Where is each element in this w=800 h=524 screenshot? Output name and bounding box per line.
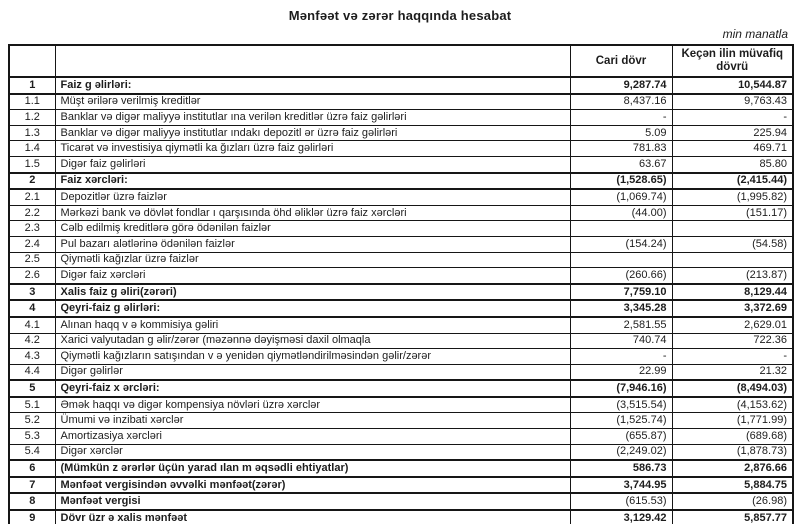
row-label: Depozitlər üzrə faizlər [55,189,570,205]
row-label: Banklar və digər maliyyə institutlar ına verilən kreditlər üzrə faiz gəlirləri [55,110,570,126]
row-label: Digər gəlirlər [55,364,570,380]
row-number: 4.1 [9,317,55,333]
row-previous-value: 722.36 [672,333,793,349]
row-previous-value: 5,884.75 [672,477,793,494]
row-label: Xalis faiz g əliri(zərəri) [55,284,570,301]
row-current-value: (2,249.02) [570,444,672,460]
header-row [9,45,793,77]
row-current-value: 3,744.95 [570,477,672,494]
row-current-value: (7,946.16) [570,380,672,397]
row-previous-value: (4,153.62) [672,397,793,413]
row-previous-value: - [672,349,793,365]
row-current-value: 3,345.28 [570,300,672,317]
row-previous-value: (8,494.03) [672,380,793,397]
row-previous-value: (151.17) [672,205,793,221]
row-label: (Mümkün z ərərlər üçün yarad ılan m əqsədli ehtiyatlar) [55,460,570,477]
row-number: 1.4 [9,141,55,157]
row-number: 2 [9,173,55,190]
profit-loss-table [8,44,794,524]
row-current-value: (154.24) [570,236,672,252]
table-row [9,236,793,252]
row-previous-value: 8,129.44 [672,284,793,301]
row-number: 6 [9,460,55,477]
unit-note: min manatla [722,27,788,41]
row-number: 3 [9,284,55,301]
row-previous-value: 2,876.66 [672,460,793,477]
row-current-value: 3,129.42 [570,510,672,524]
table-row [9,413,793,429]
row-previous-value: (2,415.44) [672,173,793,190]
row-number: 2.3 [9,221,55,237]
table-row [9,284,793,301]
row-current-value: 5.09 [570,125,672,141]
row-label: Mənfəət vergisi [55,493,570,510]
row-number: 2.1 [9,189,55,205]
row-label: Cəlb edilmiş kreditlərə görə ödənilən faizlər [55,221,570,237]
row-previous-value: (1,995.82) [672,189,793,205]
table-row [9,380,793,397]
row-previous-value: (1,878.73) [672,444,793,460]
row-previous-value: 10,544.87 [672,77,793,94]
row-previous-value: (689.68) [672,429,793,445]
row-current-value: 781.83 [570,141,672,157]
table-row [9,141,793,157]
row-label: Amortizasiya xərcləri [55,429,570,445]
row-label: Qeyri-faiz g əlirləri: [55,300,570,317]
row-label: Digər faiz xərcləri [55,268,570,284]
row-current-value: 8,437.16 [570,94,672,110]
row-previous-value [672,252,793,268]
row-current-value: (44.00) [570,205,672,221]
row-label: Mənfəət vergisindən əvvəlki mənfəət(zərər) [55,477,570,494]
row-number: 2.2 [9,205,55,221]
row-label: Ticarət və investisiya qiymətli ka ğızları üzrə faiz gəlirləri [55,141,570,157]
row-label: Qeyri-faiz x ərcləri: [55,380,570,397]
row-previous-value: 3,372.69 [672,300,793,317]
page-title: Mənfəət və zərər haqqında hesabat [288,8,512,23]
row-current-value: 9,287.74 [570,77,672,94]
row-label: Pul bazarı alətlərinə ödənilən faizlər [55,236,570,252]
row-current-value: 740.74 [570,333,672,349]
row-number: 5.2 [9,413,55,429]
row-number: 4 [9,300,55,317]
row-current-value: (260.66) [570,268,672,284]
row-label: Faiz xərcləri: [55,173,570,190]
row-previous-value: 21.32 [672,364,793,380]
table-row [9,77,793,94]
row-number: 1.5 [9,156,55,172]
row-number: 2.4 [9,236,55,252]
row-number: 8 [9,493,55,510]
row-number: 2.6 [9,268,55,284]
row-previous-value: (26.98) [672,493,793,510]
table-row [9,333,793,349]
row-current-value: 22.99 [570,364,672,380]
table-row [9,317,793,333]
table-row [9,125,793,141]
row-label: Qiymətli kağızlar üzrə faizlər [55,252,570,268]
row-number: 1.3 [9,125,55,141]
header-number-cell [9,45,55,77]
table-row [9,493,793,510]
row-previous-value: (1,771.99) [672,413,793,429]
table-row [9,349,793,365]
row-label: Digər xərclər [55,444,570,460]
table-row [9,444,793,460]
row-current-value: (615.53) [570,493,672,510]
row-number: 5.3 [9,429,55,445]
row-number: 9 [9,510,55,524]
table-row [9,268,793,284]
row-current-value: 2,581.55 [570,317,672,333]
row-previous-value: 469.71 [672,141,793,157]
table-row [9,300,793,317]
table-row [9,205,793,221]
row-previous-value: (213.87) [672,268,793,284]
header-previous-period: Keçən ilin müvafiq dövrü [672,45,793,77]
row-number: 2.5 [9,252,55,268]
row-number: 4.4 [9,364,55,380]
table-row [9,94,793,110]
table-row [9,221,793,237]
row-previous-value [672,221,793,237]
row-current-value: (3,515.54) [570,397,672,413]
row-label: Faiz g əlirləri: [55,77,570,94]
row-previous-value: 85.80 [672,156,793,172]
row-label: Banklar və digər maliyyə institutlar ındakı depozitl ər üzrə faiz gəlirləri [55,125,570,141]
row-label: Xarici valyutadan g əlir/zərər (məzənnə dəyişməsi daxil olmaqla [55,333,570,349]
row-number: 1.1 [9,94,55,110]
row-number: 4.3 [9,349,55,365]
row-current-value: - [570,110,672,126]
table-row [9,460,793,477]
row-current-value: (1,525.74) [570,413,672,429]
row-current-value: (655.87) [570,429,672,445]
table-row [9,364,793,380]
row-previous-value: (54.58) [672,236,793,252]
row-label: Mərkəzi bank və dövlət fondlar ı qarşısında öhd əliklər üzrə faiz xərcləri [55,205,570,221]
row-current-value: (1,528.65) [570,173,672,190]
row-current-value [570,221,672,237]
row-label: Qiymətli kağızların satışından v ə yenidən qiymətləndirilməsindən gəlir/zərər [55,349,570,365]
table-row [9,510,793,524]
row-label: Müşt ərilərə verilmiş kreditlər [55,94,570,110]
row-number: 5 [9,380,55,397]
table-row [9,110,793,126]
row-current-value: (1,069.74) [570,189,672,205]
row-previous-value: 2,629.01 [672,317,793,333]
row-previous-value: 5,857.77 [672,510,793,524]
table-row [9,429,793,445]
row-label: Əmək haqqı və digər kompensiya növləri üzrə xərclər [55,397,570,413]
table-row [9,252,793,268]
row-previous-value: - [672,110,793,126]
row-number: 7 [9,477,55,494]
table-row [9,397,793,413]
row-label: Alınan haqq v ə kommisiya gəliri [55,317,570,333]
row-previous-value: 9,763.43 [672,94,793,110]
row-label: Ümumi və inzibati xərclər [55,413,570,429]
row-current-value: 7,759.10 [570,284,672,301]
header-current-period: Cari dövr [570,45,672,77]
table-row [9,173,793,190]
table-row [9,189,793,205]
row-label: Dövr üzr ə xalis mənfəət [55,510,570,524]
header-label-cell [55,45,570,77]
row-current-value: 586.73 [570,460,672,477]
row-number: 1.2 [9,110,55,126]
row-number: 5.4 [9,444,55,460]
row-number: 4.2 [9,333,55,349]
row-previous-value: 225.94 [672,125,793,141]
table-row [9,156,793,172]
row-current-value: - [570,349,672,365]
table-row [9,477,793,494]
row-current-value [570,252,672,268]
row-number: 1 [9,77,55,94]
row-number: 5.1 [9,397,55,413]
row-label: Digər faiz gəlirləri [55,156,570,172]
row-current-value: 63.67 [570,156,672,172]
